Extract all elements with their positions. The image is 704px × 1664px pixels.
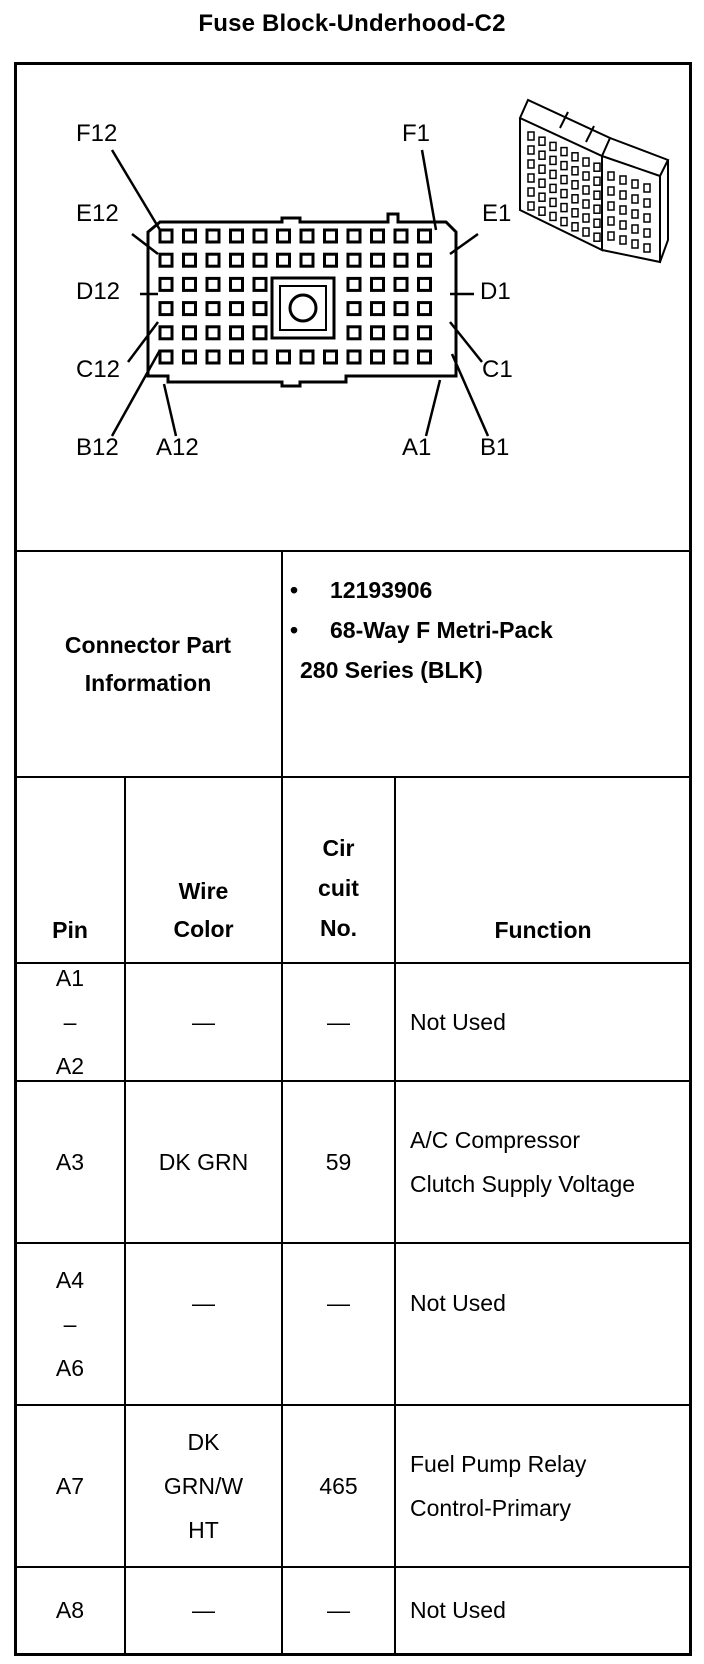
label-e12: E12 [76,200,119,227]
connector-cavity [184,351,196,363]
label-d1: D1 [480,278,511,305]
isometric-cavity [561,204,567,212]
connector-cavity [278,230,290,242]
isometric-cavity [620,176,626,184]
connector-cavity [301,351,313,363]
isometric-cavity [539,165,545,173]
label-f1: F1 [402,120,431,147]
header-circuit-text: Cir cuit No. [318,835,359,941]
header-circuit [283,818,394,958]
label-f12: F12 [76,120,118,147]
connector-cavity [231,230,243,242]
connector-cavity [184,254,196,266]
connector-cavity [395,278,407,290]
isometric-cavity [594,233,600,241]
connector-cavity [160,303,172,315]
header-pin: Pin [52,917,88,943]
isometric-cavity [561,162,567,170]
isometric-cavity [528,132,534,140]
isometric-cavity [608,232,614,240]
label-d12: D12 [76,278,121,305]
isometric-cavity [550,142,556,150]
isometric-cavity [620,221,626,229]
row-function: A/C Compressor Clutch Supply Voltage [410,1127,636,1197]
label-c1: C1 [482,356,513,383]
isometric-cavity [528,174,534,182]
connector-cavity [301,230,313,242]
isometric-cavity [528,188,534,196]
isometric-cavity [583,228,589,236]
label-b1: B1 [480,434,510,461]
isometric-cavity [620,206,626,214]
isometric-cavity [608,217,614,225]
row-circuit: — [327,1290,350,1316]
isometric-cavity [550,198,556,206]
isometric-cavity [608,202,614,210]
connector-cavity [160,278,172,290]
row-circuit: 465 [319,1473,358,1499]
connector-cavity [395,254,407,266]
isometric-cavity [632,225,638,233]
label-e1: E1 [482,200,512,227]
connector-series: 280 Series (BLK) [300,657,483,683]
isometric-cavity [561,218,567,226]
connector-cavity [160,230,172,242]
isometric-cavity [528,202,534,210]
rule-connector-divider [281,550,283,778]
connector-cavity [207,303,219,315]
isometric-cavity [550,212,556,220]
connector-cavity [184,303,196,315]
isometric-cavity [550,156,556,164]
connector-cavity [395,327,407,339]
connector-cavity [231,303,243,315]
isometric-cavity [561,190,567,198]
connector-cavity [395,230,407,242]
page-title: Fuse Block-Underhood-C2 [198,10,506,37]
connector-cavity [184,327,196,339]
connector-cavity [207,230,219,242]
isometric-cavity [620,236,626,244]
connector-cavity [301,254,313,266]
isometric-cavity [632,240,638,248]
connector-cavity [348,327,360,339]
connector-cavity [325,254,337,266]
isometric-cavity [539,137,545,145]
row-wire: DK GRN/W HT [163,1429,244,1543]
isometric-cavity [608,187,614,195]
connector-details [290,570,553,690]
isometric-cavity [550,184,556,192]
isometric-cavity [561,176,567,184]
isometric-cavity [583,214,589,222]
row-pin: A3 [55,1149,85,1175]
isometric-cavity [594,163,600,171]
row-function: Not Used [410,1597,506,1623]
connector-cavity [372,278,384,290]
isometric-cavity [632,180,638,188]
connector-cavity [348,278,360,290]
row-wire: — [192,1290,215,1316]
row-pin: A1 –A2 [55,965,85,1079]
rule-connector-bottom [14,776,692,778]
isometric-cavity [644,229,650,237]
connector-cavity [419,327,431,339]
connector-cavity [254,254,266,266]
connector-cavity [325,230,337,242]
isometric-cavity [539,207,545,215]
connector-cavity [419,351,431,363]
isometric-cavity [572,181,578,189]
isometric-cavity [644,184,650,192]
label-c12: C12 [76,356,121,383]
connector-cavity [419,303,431,315]
connector-cavity [160,327,172,339]
isometric-cavity [620,191,626,199]
isometric-cavity [594,219,600,227]
connector-cavity [348,230,360,242]
isometric-cavity [572,223,578,231]
connector-cavity [395,303,407,315]
connector-cavity [184,230,196,242]
connector-item: • 68-Way F Metri-Pack [290,617,553,643]
connector-cavity [348,254,360,266]
isometric-cavity [572,153,578,161]
connector-cavity [348,303,360,315]
isometric-cavity [539,179,545,187]
row-circuit: — [327,1597,350,1623]
connector-cavity [419,278,431,290]
row-circuit: — [327,1009,350,1035]
connector-cavity [207,278,219,290]
isometric-cavity [550,170,556,178]
connector-cavity [207,327,219,339]
row-pin: A8 [55,1597,85,1623]
label-a1: A1 [402,434,432,461]
connector-cavity [372,230,384,242]
isometric-cavity [644,199,650,207]
row-pin: A7 [55,1473,85,1499]
header-wire-color-text: Wire Color [173,878,234,942]
isometric-cavity [561,148,567,156]
row-function: Not Used [410,1290,506,1316]
isometric-cavity [539,193,545,201]
row-circuit: 59 [325,1149,352,1175]
row-pin: A4 –A6 [55,1267,85,1381]
isometric-cavity [528,146,534,154]
isometric-cavity [583,200,589,208]
connector-cavity [207,351,219,363]
connector-cavity [278,254,290,266]
connector-cavity [372,327,384,339]
connector-part-number: 12193906 [330,577,433,603]
row-function: Not Used [410,1009,506,1035]
connector-cavity [231,254,243,266]
connector-cavity [419,254,431,266]
connector-cavity [325,351,337,363]
connector-cavity [254,278,266,290]
isometric-cavity [632,195,638,203]
connector-cavity [254,327,266,339]
connector-cavity [254,303,266,315]
row-wire: — [192,1597,215,1623]
header-function: Function [494,917,592,943]
isometric-cavity [583,158,589,166]
connector-cavity [231,327,243,339]
isometric-cavity [572,209,578,217]
row-function: Fuel Pump Relay Control-Primary [410,1451,587,1521]
isometric-cavity [644,244,650,252]
isometric-cavity [572,195,578,203]
isometric-cavity [608,172,614,180]
connector-cavity [395,351,407,363]
connector-cavity [231,278,243,290]
connector-cavity [372,351,384,363]
connector-type: 68-Way F Metri-Pack [330,617,553,643]
isometric-cavity [632,210,638,218]
label-a12: A12 [156,434,199,461]
connector-cavity [231,351,243,363]
isometric-cavity [583,186,589,194]
row-wire: DK GRN [158,1149,249,1175]
isometric-cavity [572,167,578,175]
isometric-cavity [583,172,589,180]
connector-cavity [254,351,266,363]
connector-cavity [160,254,172,266]
connector-cavity [348,351,360,363]
connector-cavity [160,351,172,363]
row-wire: — [192,1009,215,1035]
connector-heading-text: Connector Part Information [64,632,232,696]
connector-cavity [419,230,431,242]
connector-cavity [254,230,266,242]
connector-cavity [372,303,384,315]
connector-cavity [207,254,219,266]
isometric-cavity [594,205,600,213]
connector-cavity [372,254,384,266]
connector-heading [16,552,280,776]
isometric-cavity [539,151,545,159]
isometric-cavity [594,191,600,199]
connector-cavity [184,278,196,290]
isometric-cavity [644,214,650,222]
label-b12: B12 [76,434,119,461]
connector-item: • 12193906 [290,577,433,603]
isometric-cavity [528,160,534,168]
connector-cavity [278,351,290,363]
isometric-cavity [594,177,600,185]
header-wire-color [126,860,281,960]
